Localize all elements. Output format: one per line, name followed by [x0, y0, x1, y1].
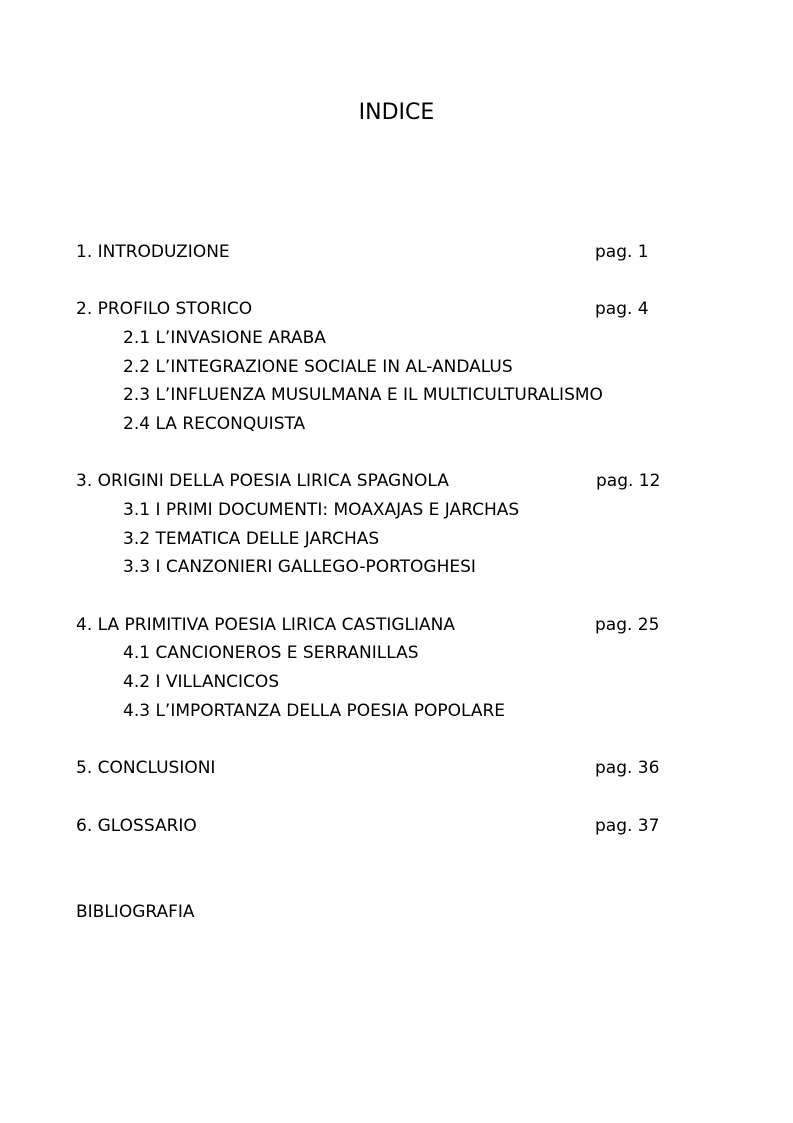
- toc-entry-2: 2. PROFILO STORICO: [76, 299, 253, 319]
- toc-entry-5: 5. CONCLUSIONI: [76, 758, 216, 778]
- toc-subentry-4-2: 4.2 I VILLANCICOS: [123, 672, 280, 692]
- toc-subentry-2-1: 2.1 L’INVASIONE ARABA: [123, 328, 326, 348]
- toc-entry-3: 3. ORIGINI DELLA POESIA LIRICA SPAGNOLA: [76, 471, 449, 491]
- toc-subentry-2-2: 2.2 L’INTEGRAZIONE SOCIALE IN AL-ANDALUS: [123, 357, 513, 377]
- page-title: INDICE: [358, 100, 435, 125]
- toc-page-3: pag. 12: [596, 471, 661, 491]
- toc-subentry-3-3: 3.3 I CANZONIERI GALLEGO-PORTOGHESI: [123, 557, 476, 577]
- toc-subentry-3-1: 3.1 I PRIMI DOCUMENTI: MOAXAJAS E JARCHAS: [123, 500, 520, 520]
- toc-page-4: pag. 25: [595, 615, 660, 635]
- toc-page-5: pag. 36: [595, 758, 660, 778]
- toc-page-2: pag. 4: [595, 299, 649, 319]
- toc-subentry-4-1: 4.1 CANCIONEROS E SERRANILLAS: [123, 643, 419, 663]
- toc-page-6: pag. 37: [595, 816, 660, 836]
- toc-entry-1: 1. INTRODUZIONE: [76, 242, 230, 262]
- toc-entry-4: 4. LA PRIMITIVA POESIA LIRICA CASTIGLIANA: [76, 615, 455, 635]
- toc-subentry-2-3: 2.3 L’INFLUENZA MUSULMANA E IL MULTICULTURALISMO: [123, 385, 603, 405]
- toc-subentry-4-3: 4.3 L’IMPORTANZA DELLA POESIA POPOLARE: [123, 701, 506, 721]
- toc-page-1: pag. 1: [595, 242, 649, 262]
- toc-subentry-3-2: 3.2 TEMATICA DELLE JARCHAS: [123, 529, 380, 549]
- toc-subentry-2-4: 2.4 LA RECONQUISTA: [123, 414, 306, 434]
- toc-bibliography: BIBLIOGRAFIA: [76, 902, 195, 922]
- toc-entry-6: 6. GLOSSARIO: [76, 816, 197, 836]
